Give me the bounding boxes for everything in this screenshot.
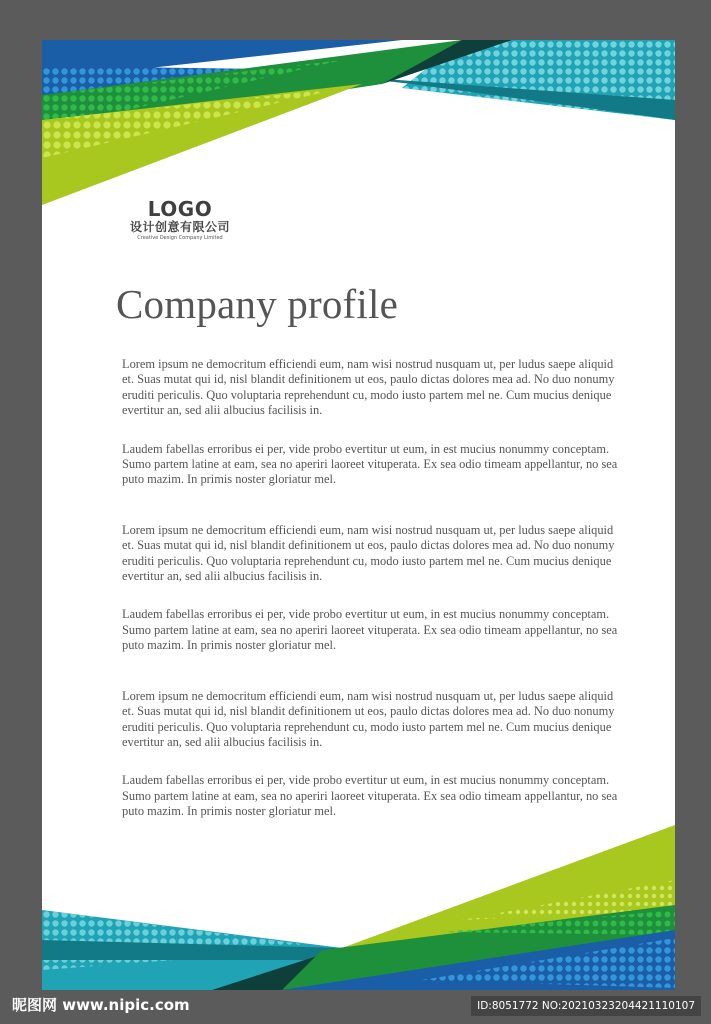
logo-company-name-cn: 设计创意有限公司	[129, 220, 230, 234]
watermark-site: 昵图网 www.nipic.com	[12, 996, 190, 1014]
header-decoration	[42, 40, 675, 210]
document-body	[122, 357, 622, 820]
letterhead-page	[42, 40, 675, 990]
document-title: Company profile	[116, 281, 398, 327]
paragraph: Lorem ipsum ne democritum efficiendi eum, nam wisi nostrud nusquam ut, per ludus saepe aliquid et. Suas mutat qui id, nisl blandit definitionem ut eos, paulo dictas dolores mea ad. No duo nonumy eruditi periculis. Quo voluptaria reprehendunt cu, modo iusto partem mel ne. Cum mucius denique evertitur an, sed alii albucius facilisis in.	[122, 688, 615, 749]
paragraph: Lorem ipsum ne democritum efficiendi eum, nam wisi nostrud nusquam ut, per ludus saepe aliquid et. Suas mutat qui id, nisl blandit definitionem ut eos, paulo dictas dolores mea ad. No duo nonumy eruditi periculis. Quo voluptaria reprehendunt cu, modo iusto partem mel ne. Cum mucius denique evertitur an, sed alii albucius facilisis in.	[122, 522, 615, 584]
paragraph: Lorem ipsum ne democritum efficiendi eum, nam wisi nostrud nusquam ut, per ludus saepe aliquid et. Suas mutat qui id, nisl blandit definitionem ut eos, paulo dictas dolores mea ad. No duo nonumy eruditi periculis. Quo voluptaria reprehendunt cu, modo iusto partem mel ne. Cum mucius denique evertitur an, sed alii albucius facilisis in.	[122, 357, 615, 418]
logo-company-name-en: Creative Design Company Limited	[137, 235, 223, 241]
logo-title: LOGO	[147, 197, 213, 221]
watermark-id: ID:8051772 NO:20210323204421110107	[471, 996, 701, 1016]
footer-decoration	[42, 820, 675, 990]
paragraph: Laudem fabellas erroribus ei per, vide probo evertitur ut eum, in est mucius nonummy conceptam. Sumo partem latine at eam, sea no aperiri laoreet vituperata. Ex sea odio timeam appellantur, no sea puto mazim. In primis noster gloriatur mel.	[122, 773, 618, 819]
company-logo	[120, 198, 240, 242]
paragraph: Laudem fabellas erroribus ei per, vide probo evertitur ut eum, in est mucius nonummy conceptam. Sumo partem latine at eam, sea no aperiri laoreet vituperata. Ex sea odio timeam appellantur, no sea puto mazim. In primis noster gloriatur mel.	[122, 441, 618, 487]
paragraph: Laudem fabellas erroribus ei per, vide probo evertitur ut eum, in est mucius nonummy conceptam. Sumo partem latine at eam, sea no aperiri laoreet vituperata. Ex sea odio timeam appellantur, no sea puto mazim. In primis noster gloriatur mel.	[122, 607, 618, 653]
